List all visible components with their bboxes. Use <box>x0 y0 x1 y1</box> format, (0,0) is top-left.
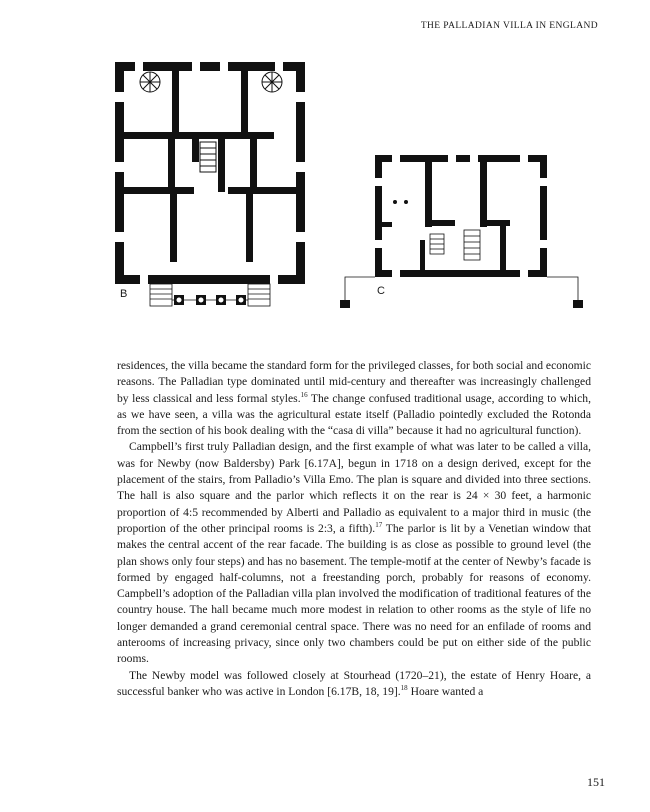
paragraph-1: residences, the villa became the standard form for the privileged classes, for both social and economic reasons. The Palladian type dominated until mid-century and thereafter was increasingly challenged by less classical and less formal styles.$^{16}$ The change confused traditional usage, according to which, as we have seen, a villa was the agricultural estate itself (Palladio pointedly excluded the Rotonda from the section of his book dealing with the “casa di villa” because it had no agricultural function). <box>117 359 591 438</box>
footnote-ref: 18 <box>400 684 408 693</box>
body-text <box>117 358 591 700</box>
paragraph-2: Campbell’s first truly Palladian design, and the first example of what was later to be called a villa, was for Newby (now Baldersby) Park [6.17A], begun in 1718 on a design derived, except for the placement of the stairs, from Palladio’s Villa Emo. The plan is square and divided into three sections. The hall is also square and the parlor which reflects it on the rear is 24 × 30 feet, a harmonic proportion of 4:5 recommended by Alberti and Palladio as equivalent to a major third in music (the proportion of the other principal rooms is 2:3, a fifth).$^{17}$ The parlor is lit by a Venetian window that makes the central accent of the rear facade. The building is as close as possible to ground level (the plan shows only four steps) and has no basement. The temple-motif at the center of Newby’s facade is formed by engaged half-columns, not a freestanding porch, probably for reasons of economy. Campbell’s adoption of the Palladian villa plan involved the modification of traditional features of the country house. The hall became much more modest in relation to other rooms as the style of life no longer demanded a grand ceremonial central space. There was no need for an enfilade of rooms and anterooms of increasing privacy, since only two chambers could be put on either side of the public rooms. <box>117 440 591 666</box>
footnote-ref: 16 <box>300 390 308 399</box>
figure-label-b: B <box>120 288 128 300</box>
page-number: 151 <box>587 775 605 789</box>
floor-plan-c <box>330 150 590 320</box>
footnote-ref: 17 <box>375 521 383 530</box>
figure-label-c: C <box>377 285 385 297</box>
running-head: THE PALLADIAN VILLA IN ENGLAND <box>420 21 598 31</box>
floor-plan-b <box>110 52 310 322</box>
paragraph-3: The Newby model was followed closely at Stourhead (1720–21), the estate of Henry Hoare, a successful banker who was active in London [6.17B, 18, 19].$^{18}$ Hoare wanted a <box>117 668 591 698</box>
